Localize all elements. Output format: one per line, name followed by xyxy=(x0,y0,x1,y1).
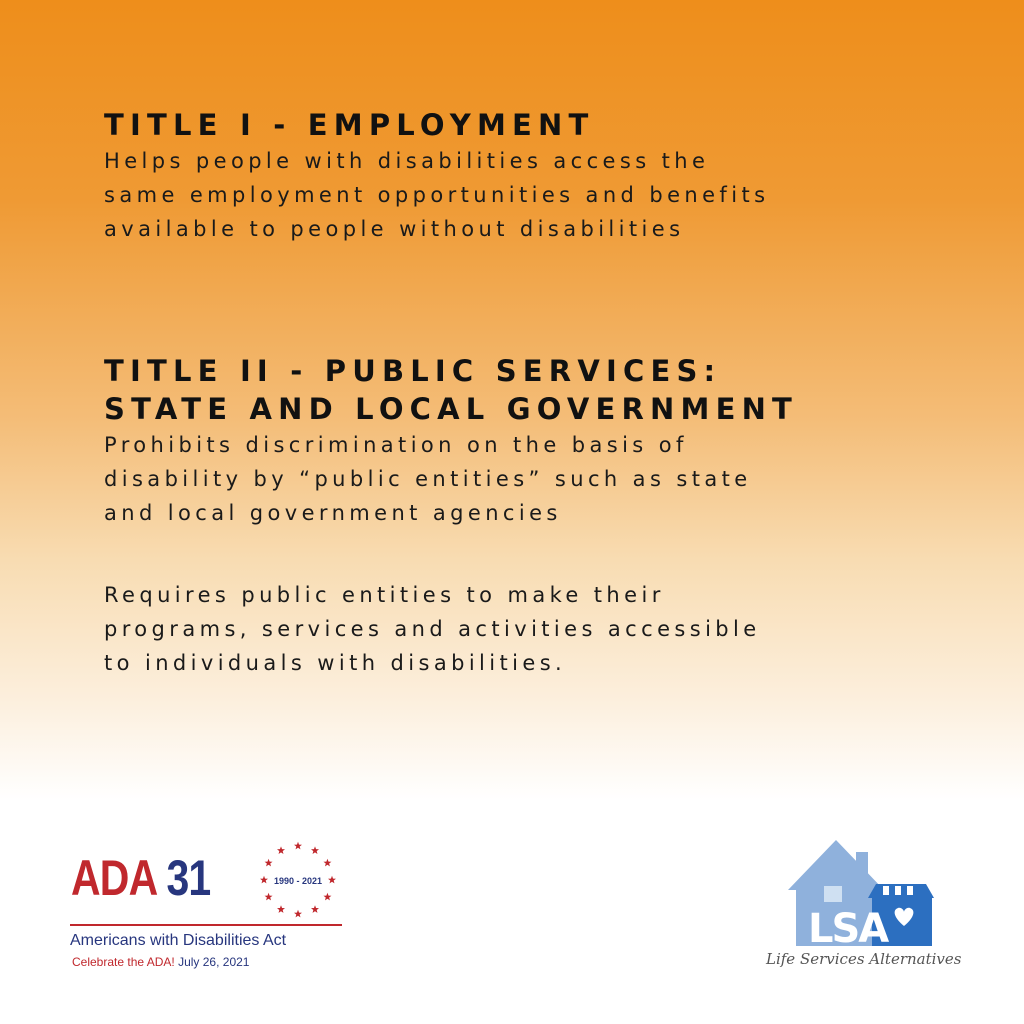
title-1-description xyxy=(104,144,964,246)
text-line: Requires public entities to make their xyxy=(104,583,665,607)
title-2-heading-line-2: STATE AND LOCAL GOVERNMENT xyxy=(104,392,799,426)
ada-tagline-celebrate: Celebrate the ADA! xyxy=(72,955,175,969)
text-line: Helps people with disabilities access the xyxy=(104,149,710,173)
ada-31-wordmark xyxy=(71,850,210,906)
star-icon xyxy=(311,846,319,854)
star-icon xyxy=(294,910,302,918)
title-1-heading: TITLE I - EMPLOYMENT xyxy=(104,108,595,142)
star-icon xyxy=(277,846,285,854)
lsa-name: Life Services Alternatives xyxy=(766,950,962,968)
title-2-description xyxy=(104,428,964,530)
ada-31-logo xyxy=(66,838,356,978)
star-icon xyxy=(294,842,302,850)
text-line: same employment opportunities and benefits xyxy=(104,183,770,207)
star-icon xyxy=(265,859,273,867)
text-line: to individuals with disabilities. xyxy=(104,651,567,675)
lsa-letters: LSA xyxy=(808,906,888,946)
text-line: available to people without disabilities xyxy=(104,217,685,241)
lsa-houses-icon xyxy=(788,834,940,946)
ada-years: 1990 - 2021 xyxy=(273,876,323,886)
star-icon xyxy=(328,876,336,884)
title-2-heading-line-1: TITLE II - PUBLIC SERVICES: xyxy=(104,354,722,388)
ada-text: ADA xyxy=(71,850,156,906)
star-icon xyxy=(323,859,331,867)
star-ring-icon xyxy=(256,838,340,922)
ada-number: 31 xyxy=(166,850,211,906)
ada-full-name: Americans with Disabilities Act xyxy=(70,932,287,949)
star-icon xyxy=(323,893,331,901)
title-2-section xyxy=(104,352,964,530)
divider xyxy=(70,924,342,926)
title-2-requirements xyxy=(104,578,964,680)
text-line: Prohibits discrimination on the basis of xyxy=(104,433,688,457)
star-icon xyxy=(260,876,268,884)
star-icon xyxy=(265,893,273,901)
star-icon xyxy=(277,905,285,913)
text-line: and local government agencies xyxy=(104,501,562,525)
text-line: disability by “public entities” such as state xyxy=(104,467,752,491)
text-line: programs, services and activities accessible xyxy=(104,617,761,641)
ada-tagline-date: July 26, 2021 xyxy=(178,955,250,969)
star-icon xyxy=(311,905,319,913)
ada-tagline xyxy=(72,955,249,969)
lsa-logo xyxy=(760,830,980,980)
title-1-section xyxy=(104,106,964,246)
